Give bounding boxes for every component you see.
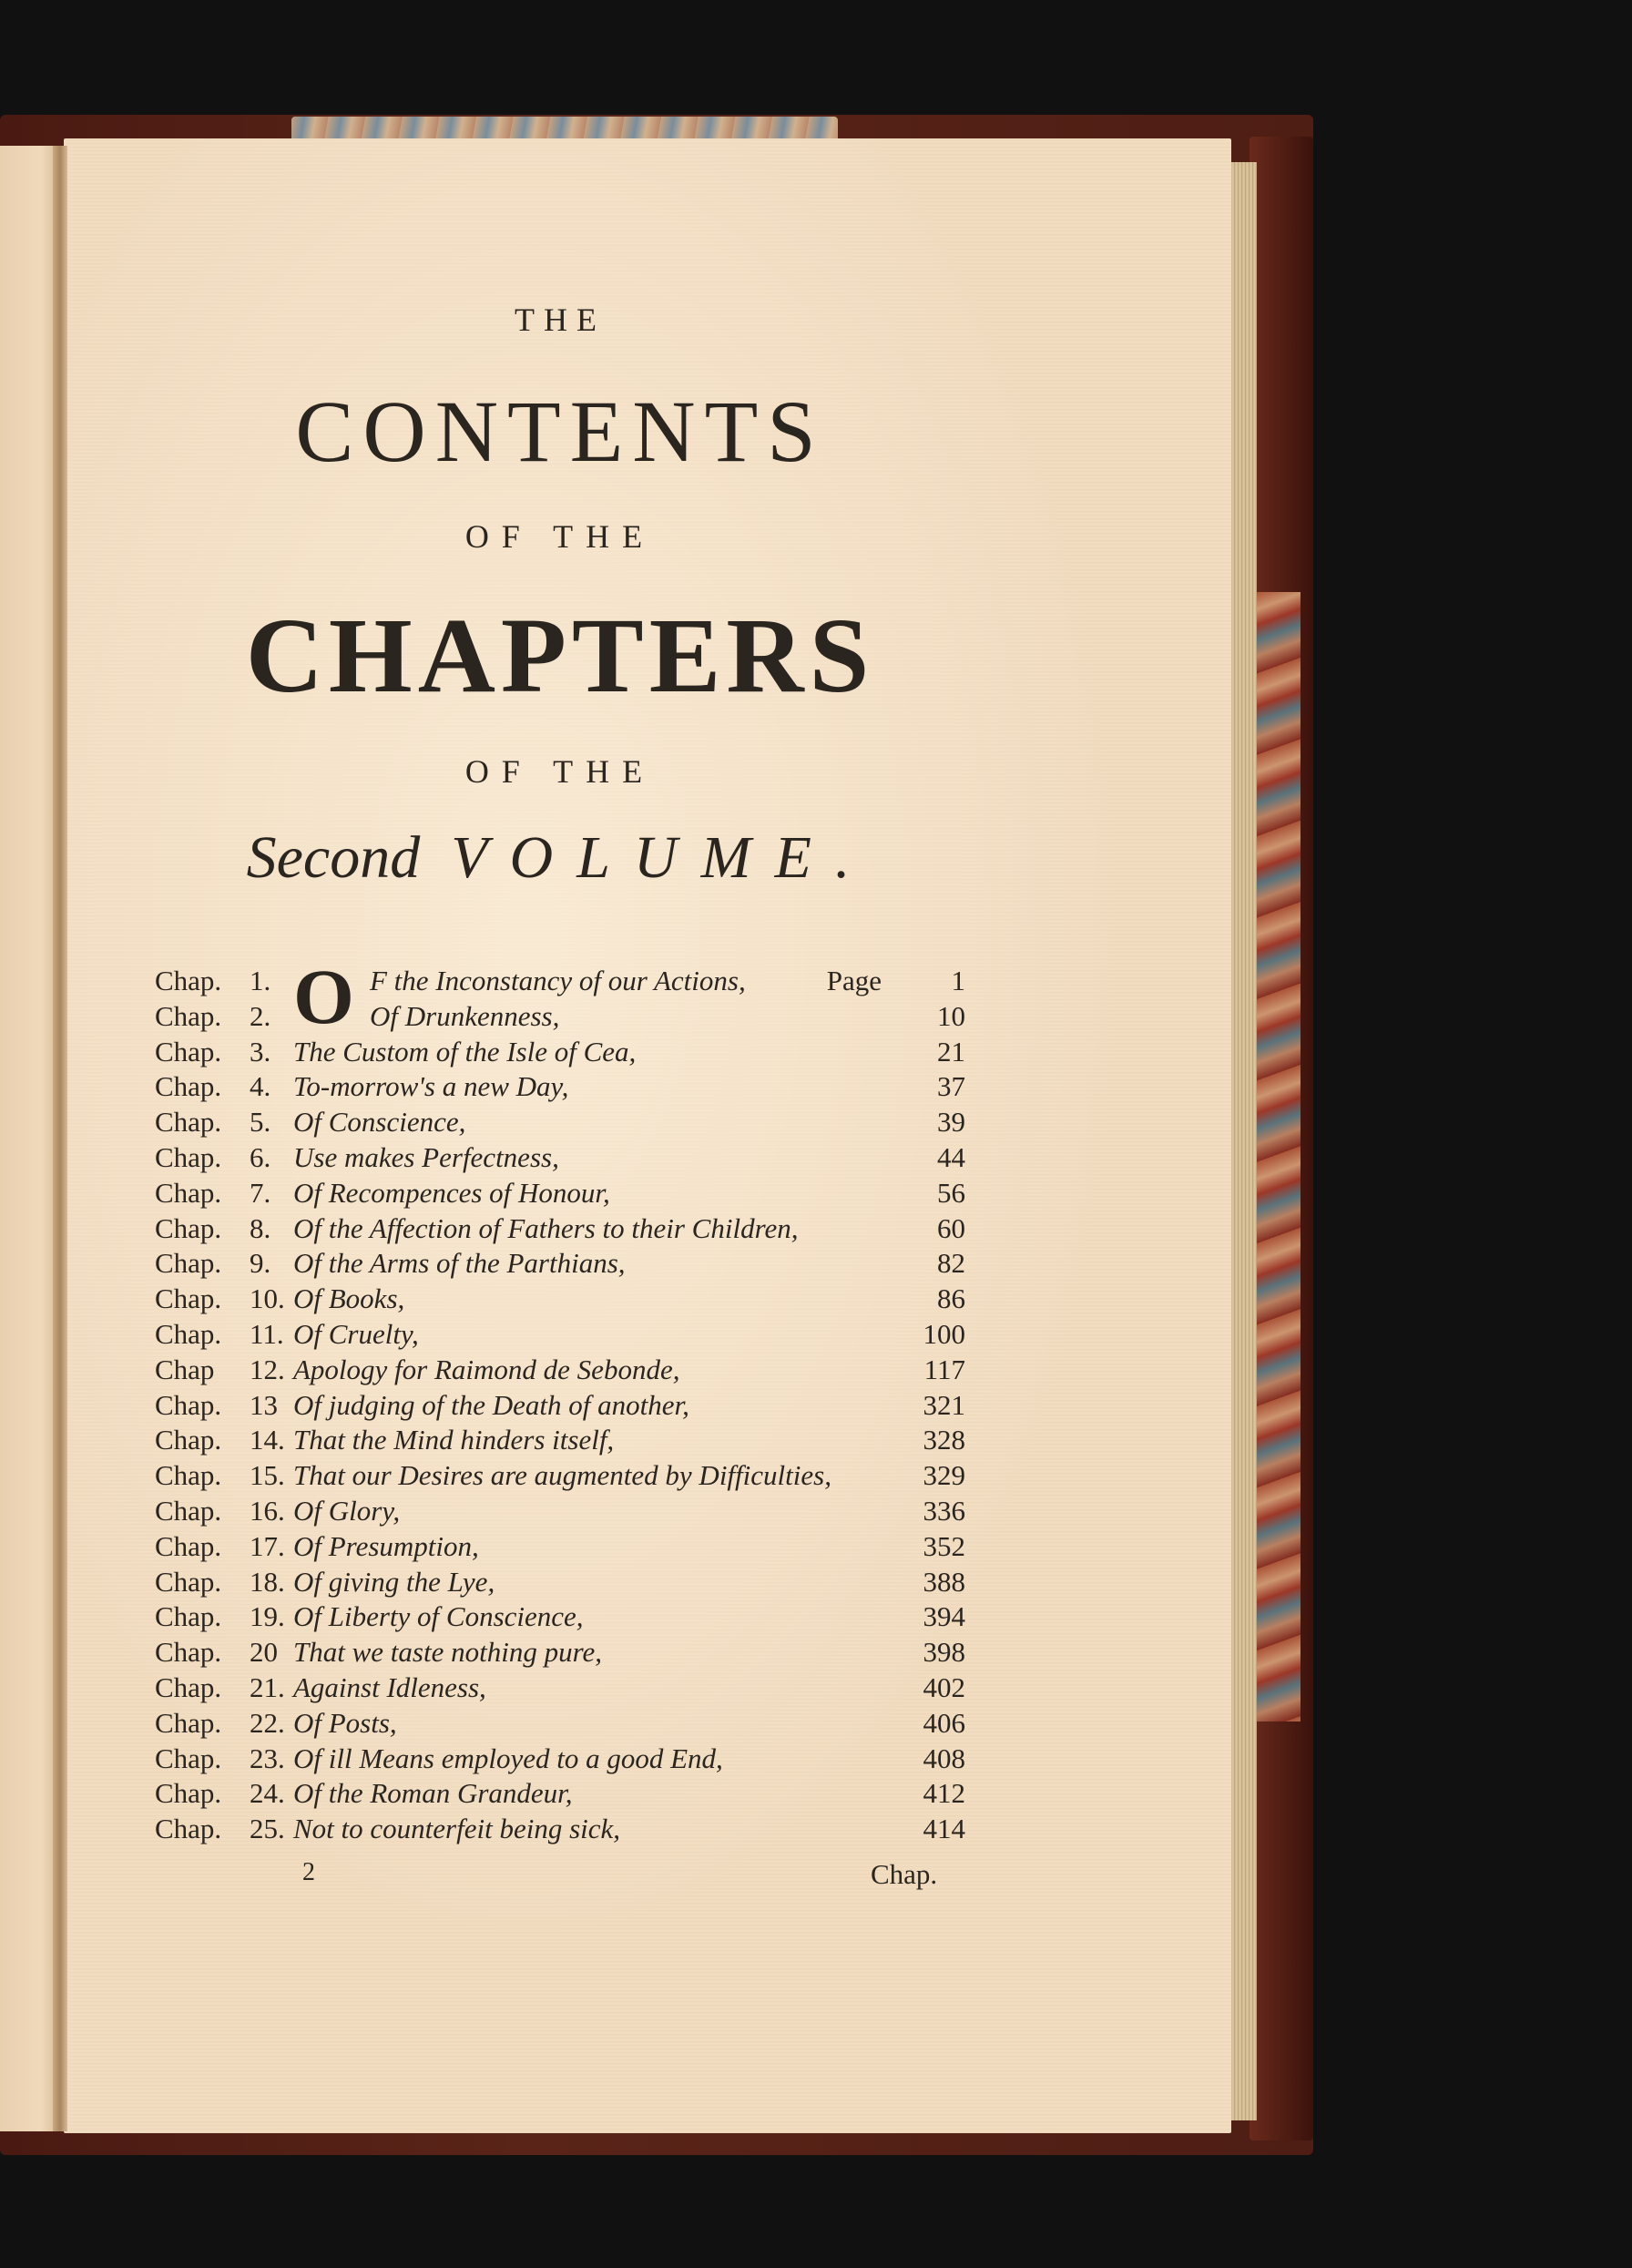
toc-page-number: 1 [951,965,965,996]
toc-chapter-title: Of Posts, [293,1706,397,1739]
toc-chapter-title: Of the Roman Grandeur, [293,1777,573,1810]
toc-chapter-title: Of Recompences of Honour, [293,1176,610,1209]
table-of-contents [155,953,965,1847]
toc-chap-number: 14. [250,1424,285,1456]
toc-chapter-title: Of the Affection of Fathers to their Children, [293,1211,799,1244]
toc-chapter-title: Of judging of the Death of another, [293,1388,689,1421]
toc-row [155,1458,965,1494]
toc-page-number: 44 [937,1140,965,1173]
toc-page-number: 414 [923,1813,965,1845]
toc-row [155,1069,965,1105]
toc-row [155,1388,965,1424]
title-the: THE [515,301,606,338]
toc-page-number: 100 [923,1317,965,1350]
toc-page-number: 10 [937,999,965,1032]
toc-page-number: 408 [923,1742,965,1774]
toc-chapter-title: Of Drunkenness, [370,999,560,1032]
toc-chap-label: Chap. [155,1317,222,1350]
toc-row [155,1812,965,1847]
toc-chapter-title: Not to counterfeit being sick, [293,1813,621,1845]
toc-row [155,1035,965,1070]
toc-chap-number: 10. [250,1282,285,1315]
toc-chapter-title: Of Cruelty, [293,1317,419,1350]
toc-page-number: 56 [937,1176,965,1209]
toc-row [155,999,965,1035]
toc-chap-label: Chap. [155,1176,222,1209]
page-column-heading: Page [826,965,882,996]
title-contents: CONTENTS [295,383,825,480]
left-page [0,146,58,2131]
toc-chapter-title: The Custom of the Isle of Cea, [293,1035,637,1068]
toc-chap-label: Chap. [155,1282,222,1315]
toc-chap-number: 9. [250,1247,271,1280]
toc-chap-label: Chap [155,1353,215,1385]
drop-cap: O [293,953,354,1040]
toc-row [155,1105,965,1140]
title-of-the-2: OF THE [464,753,656,790]
toc-chap-label: Chap. [155,1106,222,1139]
toc-chap-label: Chap. [155,1742,222,1774]
toc-page-number: 321 [923,1388,965,1421]
toc-page-number: 86 [937,1282,965,1315]
toc-chapter-title: Of ill Means employed to a good End, [293,1742,723,1774]
toc-chap-number: 11. [250,1317,284,1350]
toc-chap-label: Chap. [155,1247,222,1280]
toc-chap-number: 17. [250,1529,285,1562]
title-chapters: CHAPTERS [245,596,875,715]
toc-chap-number: 19. [250,1600,285,1633]
toc-row [155,1742,965,1777]
toc-row [155,1670,965,1706]
toc-row [155,1494,965,1529]
toc-chap-label: Chap. [155,1670,222,1703]
toc-page-number: 388 [923,1565,965,1598]
toc-chap-number: 4. [250,1070,271,1103]
catchword: Chap. [871,1858,938,1890]
toc-page-number: 412 [923,1777,965,1810]
toc-chapter-title: That the Mind hinders itself, [293,1424,615,1456]
toc-chapter-title: Apology for Raimond de Sebonde, [293,1353,680,1385]
toc-chapter-title: That our Desires are augmented by Difficulties, [293,1459,831,1492]
toc-row [155,1706,965,1742]
toc-page-number: 394 [923,1600,965,1633]
toc-chapter-title: That we taste nothing pure, [293,1636,602,1669]
toc-row [155,1529,965,1565]
toc-row [155,1211,965,1247]
toc-row [155,1565,965,1600]
toc-chap-label: Chap. [155,1600,222,1633]
toc-page-number: 329 [923,1459,965,1492]
toc-chapter-title: To-morrow's a new Day, [293,1070,569,1103]
toc-chap-number: 20 [250,1636,278,1669]
toc-chap-label: Chap. [155,1636,222,1669]
toc-row [155,1635,965,1670]
toc-page-number: 82 [937,1247,965,1280]
toc-row [155,1423,965,1458]
toc-chap-label: Chap. [155,1140,222,1173]
toc-chapter-title: Of Books, [293,1282,405,1315]
toc-page-number: 39 [937,1106,965,1139]
toc-chap-label: Chap. [155,1424,222,1456]
toc-row [155,1246,965,1282]
toc-chapter-title: Of Presumption, [293,1529,479,1562]
toc-row [155,1317,965,1353]
toc-chap-number: 23. [250,1742,285,1774]
toc-page-number: 336 [923,1494,965,1527]
title-volume: VOLUME. [451,824,874,891]
signature-mark: 2 [302,1858,315,1886]
toc-page-number: 37 [937,1070,965,1103]
toc-chap-label: Chap. [155,1494,222,1527]
toc-chapter-title: Against Idleness, [293,1670,486,1703]
toc-chap-number: 24. [250,1777,285,1810]
toc-chap-number: 12. [250,1353,285,1385]
toc-page-number: 398 [923,1636,965,1669]
toc-page-number: 60 [937,1211,965,1244]
toc-chap-label: Chap. [155,1035,222,1068]
toc-page-number: 117 [923,1353,965,1385]
toc-chap-label: Chap. [155,1565,222,1598]
toc-chap-label: Chap. [155,1459,222,1492]
toc-chap-number: 2. [250,999,271,1032]
title-volume-line [137,823,984,893]
toc-chap-label: Chap. [155,1777,222,1810]
toc-chap-number: 3. [250,1035,271,1068]
toc-page-number: 406 [923,1706,965,1739]
toc-chap-label: Chap. [155,1813,222,1845]
toc-chap-number: 5. [250,1106,271,1139]
page-gutter [53,146,67,2131]
toc-chap-number: 21. [250,1670,285,1703]
toc-chap-number: 15. [250,1459,285,1492]
toc-page-number: 402 [923,1670,965,1703]
toc-row [155,1353,965,1388]
toc-chapter-title: Use makes Perfectness, [293,1140,559,1173]
toc-chap-label: Chap. [155,1211,222,1244]
toc-row [155,1176,965,1211]
toc-chap-number: 25. [250,1813,285,1845]
toc-chap-number: 7. [250,1176,271,1209]
title-second: Second [246,824,421,891]
toc-chapter-title: Of the Arms of the Parthians, [293,1247,626,1280]
title-of-the-1: OF THE [464,518,656,555]
toc-chapter-title: Of Glory, [293,1494,401,1527]
toc-row [155,1282,965,1317]
toc-page-number: 352 [923,1529,965,1562]
toc-chapter-title: Of Liberty of Conscience, [293,1600,584,1633]
toc-row [155,1599,965,1635]
toc-chap-number: 6. [250,1140,271,1173]
toc-chap-number: 22. [250,1706,285,1739]
toc-chapter-title: Of Conscience, [293,1106,466,1139]
toc-chap-number: 1. [250,965,271,996]
toc-chap-label: Chap. [155,1388,222,1421]
toc-chapter-title: F the Inconstancy of our Actions, [370,965,746,996]
toc-chap-number: 16. [250,1494,285,1527]
toc-page-number: 328 [923,1424,965,1456]
toc-chap-number: 8. [250,1211,271,1244]
toc-row [155,1776,965,1812]
toc-chap-number: 18. [250,1565,285,1598]
toc-chapter-title: Of giving the Lye, [293,1565,495,1598]
toc-chap-label: Chap. [155,1529,222,1562]
toc-chap-label: Chap. [155,1070,222,1103]
marbled-endpaper [1257,592,1300,1721]
toc-chap-label: Chap. [155,965,222,996]
toc-page-number: 21 [937,1035,965,1068]
toc-row [155,1140,965,1176]
toc-chap-label: Chap. [155,1706,222,1739]
toc-chap-label: Chap. [155,999,222,1032]
toc-chap-number: 13 [250,1388,278,1421]
